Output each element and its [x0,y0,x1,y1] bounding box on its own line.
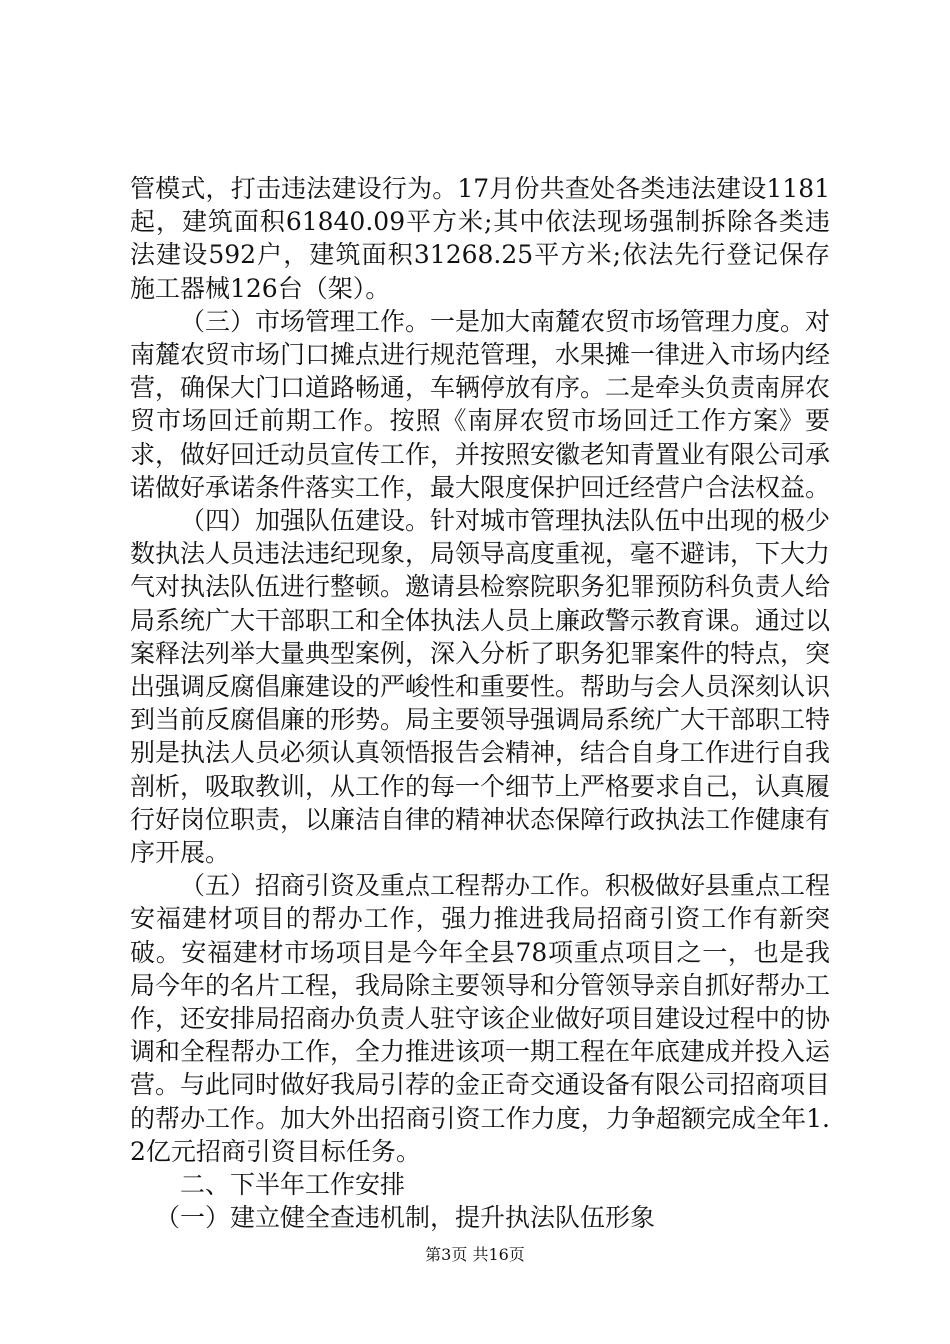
paragraph-continuation: 管模式，打击违法建设行为。17月份共查处各类违法建设1181起，建筑面积61840.09平方米;其中依法现场强制拆除各类违法建设592户，建筑面积31268.25平方米;依法先行登记保存施工器械126台（架）。 [130,174,830,303]
paragraph-investment-projects: （五）招商引资及重点工程帮办工作。积极做好县重点工程安福建材项目的帮办工作，强力推进我局招商引资工作有新突破。安福建材市场项目是今年全县78项重点项目之一，也是我局今年的名片工程，我局除主要领导和分管领导亲自抓好帮办工作，还安排局招商办负责人驻守该企业做好项目建设过程中的协调和全程帮办工作，全力推进该项一期工程在年底建成并投入运营。与此同时做好我局引荐的金正奇交通设备有限公司招商项目的帮办工作。加大外出招商引资工作力度，力争超额完成全年1.2亿元招商引资目标任务。 [130,871,831,1166]
paragraph-team-building: （四）加强队伍建设。针对城市管理执法队伍中出现的极少数执法人员违法违纪现象，局领导高度重视，毫不避讳，下大力气对执法队伍进行整顿。邀请县检察院职务犯罪预防科负责人给局系统广大干部职工和全体执法人员上廉政警示教育课。通过以案释法列举大量典型案例，深入分析了职务犯罪案件的特点，突出强调反腐倡廉建设的严峻性和重要性。帮助与会人员深刻认识到当前反腐倡廉的形势。局主要领导强调局系统广大干部职工特别是执法人员必须认真领悟报告会精神，结合自身工作进行自我剖析，吸取教训，从工作的每一个细节上严格要求自己，认真履行好岗位职责，以廉洁自律的精神状态保障行政执法工作健康有序开展。 [130,506,831,868]
subsection-heading: （一）建立健全查违机制，提升执法队伍形象 [155,1203,656,1233]
section-heading: 二、下半年工作安排 [180,1170,406,1200]
paragraph-market-management: （三）市场管理工作。一是加大南麓农贸市场管理力度。对南麓农贸市场门口摊点进行规范管理，水果摊一律进入市场内经营，确保大门口道路畅通，车辆停放有序。二是牵头负责南屏农贸市场回迁前期工作。按照《南屏农贸市场回迁工作方案》要求，做好回迁动员宣传工作，并按照安徽老知青置业有限公司承诺做好承诺条件落实工作，最大限度保护回迁经营户合法权益。 [130,306,831,502]
document-body [130,172,830,1235]
page-number-footer: 第3页 共16页 [425,1245,525,1264]
